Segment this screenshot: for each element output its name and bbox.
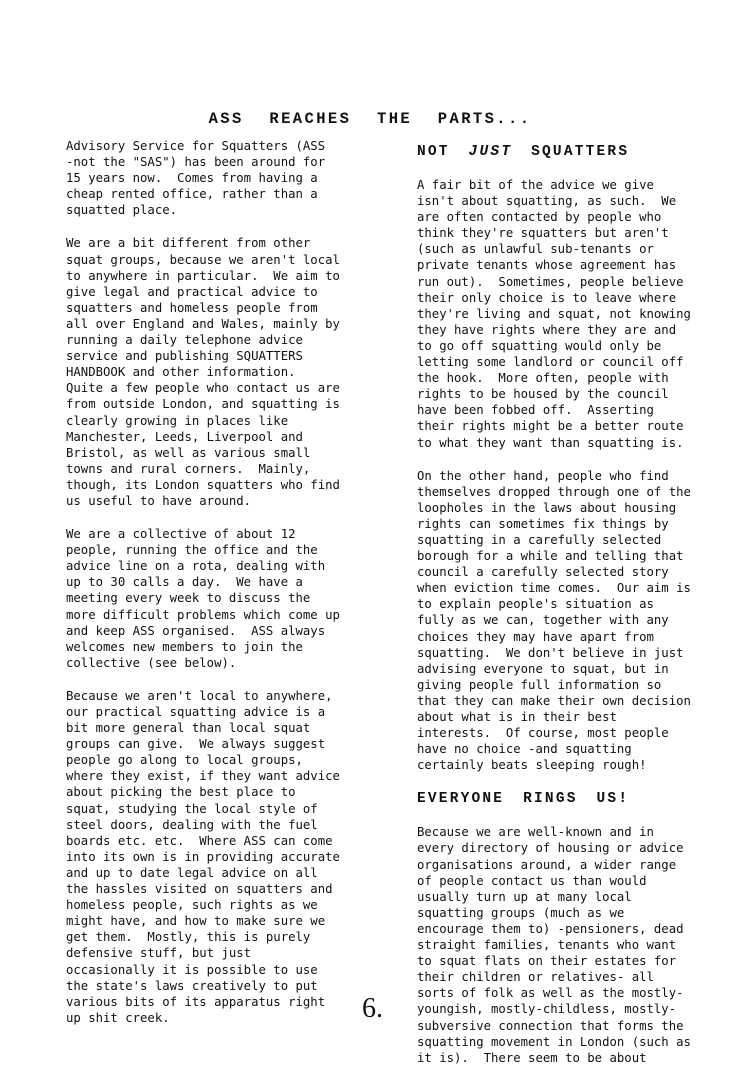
paragraph-other-hand: On the other hand, people who find themselves dropped through one of the loopholes in the laws about housing rights can sometimes fix things by squatting in a carefully selected borough for a while and telling that council a carefully selected story when eviction time comes. Our aim is to explain people's situation as fully as we can, together with any choices they may have apart from squatting. We don't believe in just advising everyone to squat, but in giving people full information so that they can make their own decision about what is in their best interests. Of course, most people have no choice -and squatting certainly beats sleeping rough! xyxy=(417,468,691,773)
paragraph-local: Because we aren't local to anywhere, our practical squatting advice is a bit more general than local squat groups can give. We always suggest people go along to local groups, where they exist, if they want advice about picking the best place to squat, studying the local style of steel doors, dealing with the fuel boards etc. etc. Where ASS can come into its own is in providing accurate and up to date legal advice on all the hassles visited on squatters and homeless people, such rights as we might have, and how to make sure we get them. Mostly, this is purely defensive stuff, but just occasionally it is possible to use the state's laws creatively to put various bits of its apparatus right up shit creek. xyxy=(66,688,340,1025)
section-heading-everyone-rings: EVERYONE RINGS US! xyxy=(417,791,630,808)
paragraph-different: We are a bit different from other squat groups, because we aren't local to anywhere in particular. We aim to give legal and practical advice to squatters and homeless people from all over England and Wales, mainly by running a daily telephone advice service and publishing SQUATTERS HANDBOOK and other information. Quite a few people who contact us are from outside London, and squatting is clearly growing in places like Manchester, Leeds, Liverpool and Bristol, as well as various small towns and rural corners. Mainly, though, its London squatters who find us useful to have around. xyxy=(66,236,340,508)
page-number: 6. xyxy=(362,993,383,1024)
section-heading-not-just-squatters xyxy=(417,144,722,160)
left-column xyxy=(66,138,396,1043)
page-title: ASS REACHES THE PARTS... xyxy=(208,110,532,128)
heading-part: SQUATTERS xyxy=(512,144,630,160)
right-column xyxy=(417,138,722,1083)
paragraph-advice: A fair bit of the advice we give isn't about squatting, as such. We are often contacted by people who think they're squatters but aren't (such as unlawful sub-tenants or private tenants whose agreement has run out). Sometimes, people believe their only choice is to leave where they're living and squat, not knowing they have rights where they are and to go off squatting would only be letting some landlord or council off the hook. More often, people with rights to be housed by the council have been fobbed off. Asserting their rights might be a better route to what they want than squatting is. xyxy=(417,178,691,450)
heading-part: NOT xyxy=(417,144,469,160)
paragraph-collective: We are a collective of about 12 people, running the office and the advice line on a rota, dealing with up to 30 calls a day. We have a meeting every week to discuss the more difficult problems which come up and keep ASS organised. ASS always welcomes new members to join the collective (see below). xyxy=(66,527,340,670)
paragraph-well-known: Because we are well-known and in every directory of housing or advice organisations around, a wider range of people contact us than would usually turn up at many local squatting groups (much as we encourage them to) -pensioners, dead straight families, tenants who want to squat flats on their estates for their children or relatives- all sorts of folk as well as the mostly- youngish, mostly-childless, mostly- subversive connection that forms the squatting movement in London (such as it is). There seem to be about xyxy=(417,825,691,1065)
paragraph-intro: Advisory Service for Squatters (ASS -not the "SAS") has been around for 15 years now. Comes from having a cheap rented office, rather than a squatted place. xyxy=(66,139,326,218)
heading-emphasis: JUST xyxy=(468,144,513,160)
